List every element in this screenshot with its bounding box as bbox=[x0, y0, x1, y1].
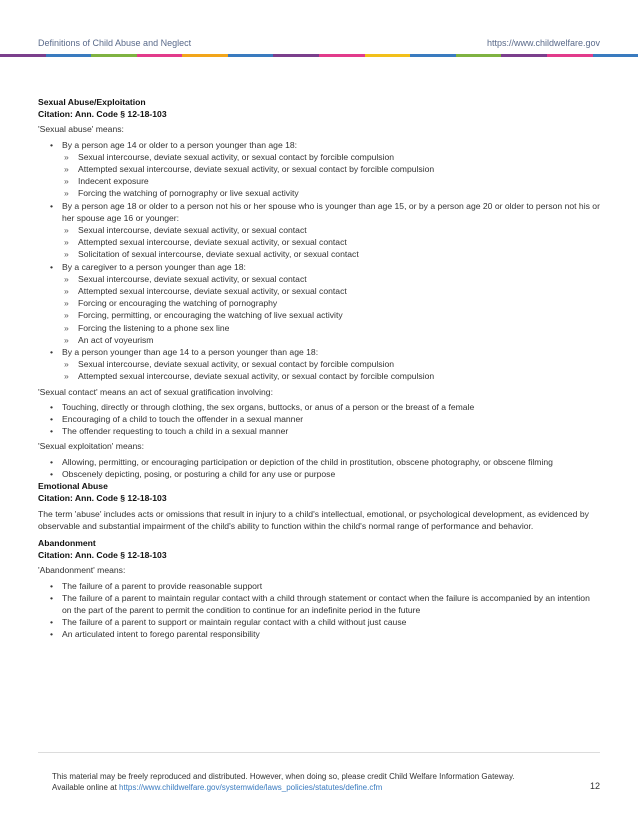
sub-list-item: » Attempted sexual intercourse, deviate sexual activity, or sexual contact by forcible compulsion bbox=[78, 163, 600, 175]
emotional-abuse-text: The term 'abuse' includes acts or omissions that result in injury to a child's intellectual, emotional, or psychological development, as evidenced by observable and substantial impairment of the child's ability to function within the child's normal range of performance and behavior. bbox=[38, 508, 589, 531]
stripe-segment bbox=[91, 54, 137, 57]
sub-list-item: » Sexual intercourse, deviate sexual activity, or sexual contact by forcible compulsion bbox=[78, 358, 600, 370]
list-item: • Obscenely depicting, posing, or posturing a child for any use or purpose bbox=[62, 468, 600, 480]
sub-list-item: » Indecent exposure bbox=[78, 175, 600, 187]
citation-sexual-abuse: Citation: Ann. Code § 12-18-103 bbox=[38, 109, 167, 120]
list-item: • By a caregiver to a person younger than age 18: » Sexual intercourse, deviate sexual activity, or sexual contact » Attempted sexual intercourse, deviate sexual activity, or sexual contact » Forcing or encouraging the watching of pornography » Forcing, permitting, or encouraging the watching of live sexual activity » Forcing the listening to a phone sex line » An act of voyeurism bbox=[62, 261, 600, 346]
list-item: • The failure of a parent to support or maintain regular contact with a child without just cause bbox=[62, 616, 600, 628]
sub-list bbox=[62, 273, 600, 346]
list-item: • By a person age 18 or older to a person not his or her spouse who is younger than age 15, or by a person age 20 or older to person not his or her spouse age 16 or younger: » Sexual intercourse, deviate sexual activity, or sexual contact » Attempted sexual intercourse, deviate sexual activity, or sexual contact » Solicitation of sexual intercourse, deviate sexual activity, or sexual contact bbox=[62, 200, 600, 261]
stripe-segment bbox=[0, 54, 46, 57]
sexual-exploitation-list bbox=[38, 456, 600, 480]
sub-list bbox=[62, 224, 600, 261]
list-item: • The failure of a parent to provide reasonable support bbox=[62, 580, 600, 592]
stripe-segment bbox=[182, 54, 228, 57]
list-item: • Allowing, permitting, or encouraging participation or depiction of the child in prostitution, obscene photography, or obscene filming bbox=[62, 456, 600, 468]
stripe-segment bbox=[456, 54, 502, 57]
citation-emotional-abuse: Citation: Ann. Code § 12-18-103 bbox=[38, 493, 167, 504]
page-footer bbox=[52, 771, 600, 793]
list-item: • The offender requesting to touch a child in a sexual manner bbox=[62, 425, 600, 437]
abandonment-list bbox=[38, 580, 600, 641]
sub-list-item: » Attempted sexual intercourse, deviate sexual activity, or sexual contact bbox=[78, 236, 600, 248]
sub-list-item: » Solicitation of sexual intercourse, deviate sexual activity, or sexual contact bbox=[78, 248, 600, 260]
stripe-segment bbox=[593, 54, 638, 57]
list-item: • By a person age 14 or older to a person younger than age 18: » Sexual intercourse, deviate sexual activity, or sexual contact by forcible compulsion » Attempted sexual intercourse, deviate sexual activity, or sexual contact by forcible compulsion » Indecent exposure » Forcing the watching of pornography or live sexual activity bbox=[62, 139, 600, 200]
page-number: 12 bbox=[589, 781, 600, 791]
sub-list-item: » Sexual intercourse, deviate sexual activity, or sexual contact bbox=[78, 224, 600, 236]
list-item: • By a person younger than age 14 to a person younger than age 18: » Sexual intercourse, deviate sexual activity, or sexual contact by forcible compulsion » Attempted sexual intercourse, deviate sexual activity, or sexual contact by forcible compulsion bbox=[62, 346, 600, 383]
section-title-emotional-abuse: Emotional Abuse bbox=[38, 481, 108, 492]
sexual-contact-list bbox=[38, 401, 600, 438]
stripe-segment bbox=[501, 54, 547, 57]
stripe-segment bbox=[46, 54, 92, 57]
footer-divider bbox=[38, 752, 600, 753]
abandonment-intro: 'Abandonment' means: bbox=[38, 565, 126, 576]
sexual-exploitation-intro: 'Sexual exploitation' means: bbox=[38, 441, 144, 452]
sub-list-item: » An act of voyeurism bbox=[78, 334, 600, 346]
stripe-segment bbox=[228, 54, 274, 57]
stripe-segment bbox=[547, 54, 593, 57]
stripe-segment bbox=[365, 54, 411, 57]
page-header bbox=[38, 38, 600, 48]
footer-source-link[interactable]: https://www.childwelfare.gov/systemwide/laws_policies/statutes/define.cfm bbox=[119, 783, 383, 792]
sexual-abuse-list bbox=[38, 139, 600, 383]
citation-abandonment: Citation: Ann. Code § 12-18-103 bbox=[38, 550, 167, 561]
sub-list-item: » Forcing the listening to a phone sex line bbox=[78, 322, 600, 334]
sexual-contact-intro: 'Sexual contact' means an act of sexual gratification involving: bbox=[38, 386, 273, 397]
sub-list-item: » Forcing or encouraging the watching of pornography bbox=[78, 297, 600, 309]
sub-list-item: » Sexual intercourse, deviate sexual activity, or sexual contact by forcible compulsion bbox=[78, 151, 600, 163]
document-body bbox=[38, 96, 600, 641]
stripe-segment bbox=[137, 54, 183, 57]
header-color-stripe bbox=[0, 54, 638, 57]
sub-list-item: » Forcing, permitting, or encouraging the watching of live sexual activity bbox=[78, 309, 600, 321]
list-item: • An articulated intent to forego parental responsibility bbox=[62, 628, 600, 640]
header-title: Definitions of Child Abuse and Neglect bbox=[38, 38, 192, 48]
stripe-segment bbox=[319, 54, 365, 57]
stripe-segment bbox=[273, 54, 319, 57]
sub-list-item: » Forcing the watching of pornography or live sexual activity bbox=[78, 187, 600, 199]
sexual-abuse-intro: 'Sexual abuse' means: bbox=[38, 124, 124, 135]
sub-list bbox=[62, 151, 600, 200]
sub-list-item: » Attempted sexual intercourse, deviate sexual activity, or sexual contact by forcible compulsion bbox=[78, 370, 600, 382]
list-item: • Touching, directly or through clothing, the sex organs, buttocks, or anus of a person or the breast of a female bbox=[62, 401, 600, 413]
stripe-segment bbox=[410, 54, 456, 57]
footer-availability: Available online at https://www.childwelfare.gov/systemwide/laws_policies/statutes/define.cfm bbox=[52, 783, 383, 792]
footer-notice: This material may be freely reproduced and distributed. However, when doing so, please credit Child Welfare Information Gateway. bbox=[52, 772, 515, 781]
list-item: • The failure of a parent to maintain regular contact with a child through statement or contact when the failure is accompanied by an intention on the part of the parent to permit the condition to continue for an indefinite period in the future bbox=[62, 592, 600, 616]
list-item: • Encouraging of a child to touch the offender in a sexual manner bbox=[62, 413, 600, 425]
section-title-sexual-abuse: Sexual Abuse/Exploitation bbox=[38, 97, 146, 107]
sub-list-item: » Attempted sexual intercourse, deviate sexual activity, or sexual contact bbox=[78, 285, 600, 297]
header-site-link[interactable]: https://www.childwelfare.gov bbox=[486, 38, 600, 48]
sub-list-item: » Sexual intercourse, deviate sexual activity, or sexual contact bbox=[78, 273, 600, 285]
section-title-abandonment: Abandonment bbox=[38, 537, 96, 548]
sub-list bbox=[62, 358, 600, 382]
